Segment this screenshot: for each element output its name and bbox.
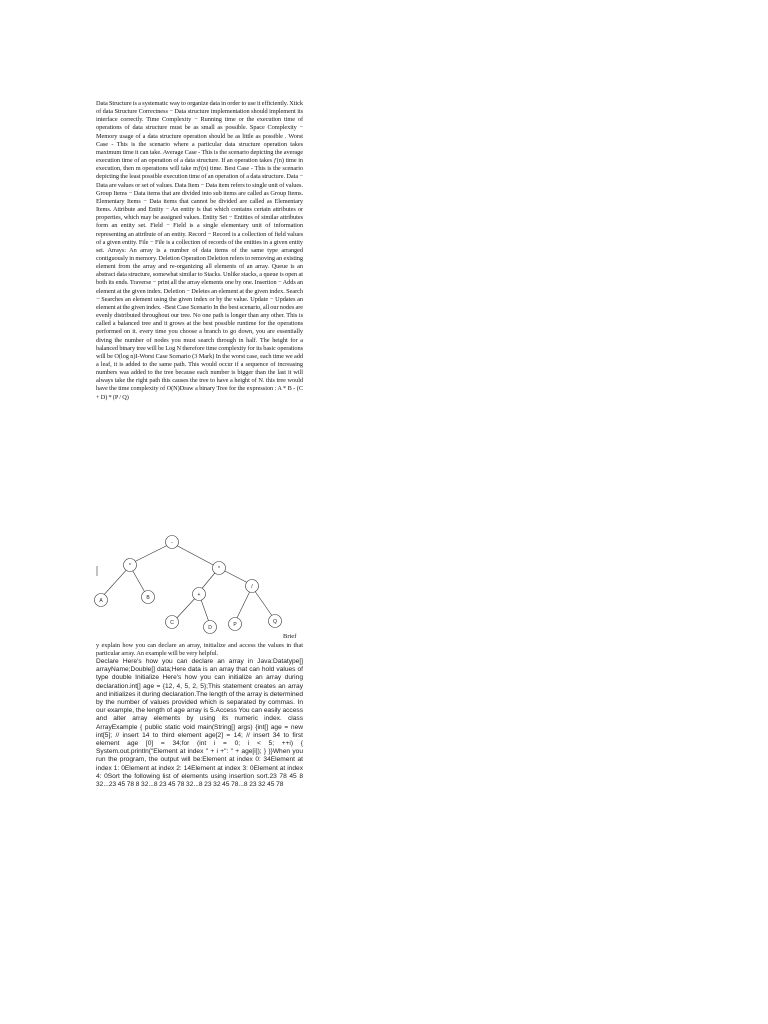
svg-text:C: C [170, 620, 174, 626]
svg-text:P: P [233, 622, 237, 628]
tree-node-mul-left [124, 559, 137, 572]
svg-text:*: * [218, 566, 220, 572]
svg-text:/: / [251, 584, 253, 590]
tree-node-a [95, 594, 108, 607]
svg-text:D: D [208, 625, 212, 631]
paragraph-data-structures: Data Structure is a systematic way to organize data in order to use it efficiently. Xtick of data Structure Correctness − Data structure implementation should implement its interface correctly. Time Complexity − Running time or the execution time of operations of data structure must be as small as possible. Space Complexity − Memory usage of a data structure operation should be as little as possible . Worst Case - This is the scenario where a particular data structure operation takes maximum time it can take. Average Case - This is the scenario depicting the average execution time of an operation of a data structure. If an operation takes ƒ(n) time in execution, then m operations will take mƒ(n) time. Best Case - This is the scenario depicting the least possible execution time of an operation of a data structure. Data − Data are values or set of values. Data Item − Data item refers to single unit of values. Group Items − Data items that are divided into sub items are called as Group Items. Elementary Items − Data items that cannot be divided are called as Elementary Items. Attribute and Entity − An entity is that which contains certain attributes or properties, which may be assigned values. Entity Set − Entities of similar attributes form an entity set. Field − Field is a single elementary unit of information representing an attribute of an entity. Record − Record is a collection of field values of a given entity. File − File is a collection of records of the entities in a given entity set. Arrays: An array is a number of data items of the same type arranged contiguously in memory. Deletion Operation Deletion refers to removing an existing element from the array and re-organizing all elements of an array. Queue is an abstract data structure, somewhat similar to Stacks. Unlike stacks, a queue is open at both its ends. Traverse − print all the array elements one by one. Insertion − Adds an element at the given index. Deletion − Deletes an element at the given index. Search − Searches an element using the given index or by the value. Update − Updates an element at the given index. -Best Case Scenario In the best scenario, all our nodes are evenly distributed throughout our tree. No one path is longer than any other. This is called a balanced tree and it grows at the best possible runtime for the operations performed on it. every time you choose a branch to go down, you are essentially diving the number of nodes you must search through in half. The height for a balanced binary tree will be Log N therefore time complexity for its basic operations will be O(log n)I-Worst Case Scenario (3 Mark) In the worst case, each time we add a leaf, it is added to the same path. This would occur if a sequence of increasing numbers was added to the tree because each number is bigger than the last it will always take the right path this causes the tree to have a height of N. this tree would have the time complexity of O(N)Draw a binary Tree for the expression : A * B - (C + D) * (P / Q) [96, 100, 303, 401]
svg-text:-: - [171, 540, 173, 546]
paragraph-java-arrays: Declare Here's how you can declare an array in Java:Datatype[] arrayName;Double[] data;Here data is an array that can hold values of type double Initialize Here's how you can initialize an array during declaration.int[] age = {12, 4, 5, 2, 5};This statement creates an array and initializes it during declaration.The length of the array is determined by the number of values provided which is separated by commas. In our example, the length of age array is 5.Access You can easily access and alter array elements by using its numeric index. class ArrayExample { public static void main(String[] args) {int[] age = new int[5]; // insert 14 to third element age[2] = 14; // insert 34 to first element age [0] = 34;for (int i = 0; i < 5; ++i) { System.out.println("Element at index " + i +": " + age[i]); } }}When you run the program, the output will be:Element at index 0: 34Element at index 1: 0Element at index 2: 14Element at index 3: 0Element at index 4: 0Sort the following list of elements using insertion sort.23 78 45 8 32...23 45 78 8 32...8 23 45 78 32...8 23 32 45 78...8 23 32 45 78 [96, 658, 303, 789]
svg-text:*: * [129, 563, 131, 569]
text-brief: Brief [283, 633, 297, 640]
svg-text:+: + [197, 592, 201, 598]
svg-text:B: B [146, 595, 150, 601]
expression-tree-diagram [92, 530, 312, 640]
paragraph-question-arrays: y explain how you can declare an array, initialize and access the values in that particular array. An example will be very helpful. [96, 642, 303, 658]
tree-node-root [166, 536, 179, 549]
svg-text:Q: Q [273, 619, 277, 625]
tree-node-mul-right [213, 562, 226, 575]
tree-node-plus [193, 588, 206, 601]
svg-text:A: A [99, 598, 103, 604]
tree-node-q [269, 615, 282, 628]
tree-node-div [246, 580, 259, 593]
tree-node-b [142, 591, 155, 604]
tree-node-c [166, 616, 179, 629]
tree-node-d [204, 621, 217, 634]
tree-node-p [229, 618, 242, 631]
